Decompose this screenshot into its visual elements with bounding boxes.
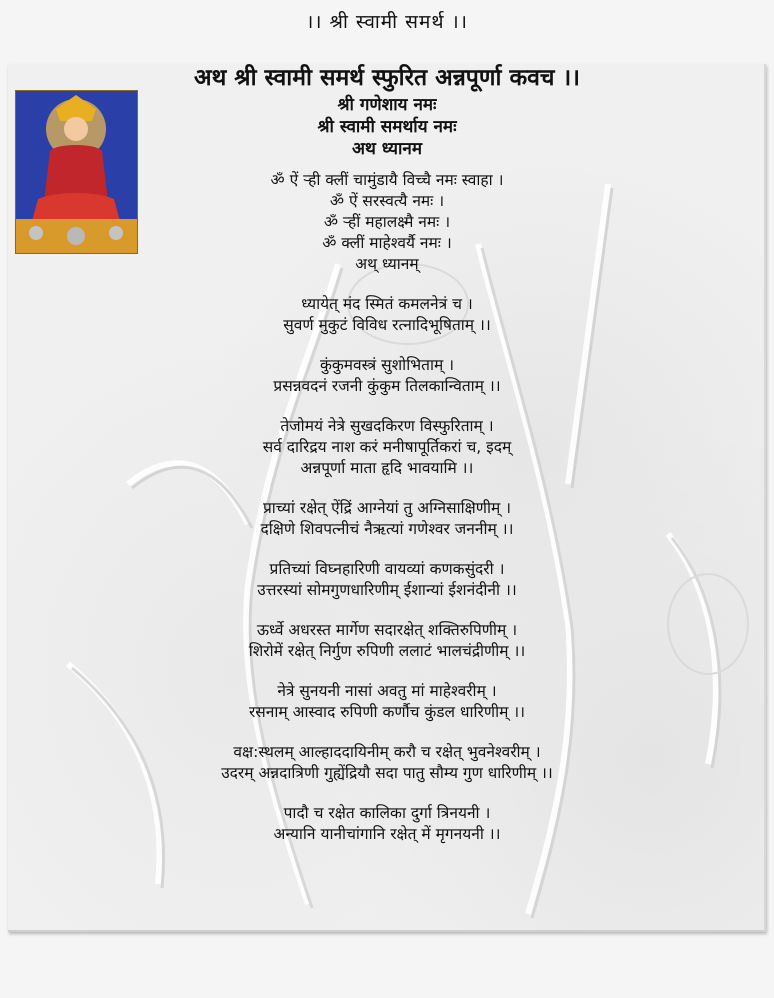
stanza-2 (0, 294, 774, 336)
verse-line: सर्व दारिद्रय नाश करं मनीषापूर्तिकरां च, इदम् (262, 438, 512, 456)
invocation-swami: श्री स्वामी समर्थाय नमः (317, 117, 457, 137)
verse-line: अथ् ध्यानम् (355, 255, 419, 273)
verse-line: उदरम् अन्नदात्रिणी गुह्येंद्रियौ सदा पातु सौम्य गुण धारिणीम् ।। (221, 764, 553, 782)
stanza-3 (0, 355, 774, 397)
verse-line: रसनाम् आस्वाद रुपिणी कर्णौच कुंडल धारिणीम् ।। (248, 703, 526, 721)
verse-line: उत्तरस्यां सोमगुणधारिणीम् ईशान्यां ईशनंदीनी ।। (257, 581, 517, 599)
stanza-1 (0, 170, 774, 275)
stanza-10 (0, 803, 774, 845)
stanza-5 (0, 498, 774, 540)
verse-line: पादौ च रक्षेत कालिका दुर्गा त्रिनयनी । (283, 804, 491, 822)
verse-line: ध्यायेत् मंद स्मितं कमलनेत्रं च । (301, 295, 473, 313)
page-top-title: ।। श्री स्वामी समर्थ ।। (306, 11, 468, 33)
verse-line: ॐ ऐं सरस्वत्यै नमः । (329, 192, 445, 210)
dhyanam-heading: अथ ध्यानम (351, 139, 423, 159)
verse-line: नेत्रे सुनयनी नासां अवतु मां माहेश्वरीम् । (277, 682, 497, 700)
verse-line: प्रसन्नवदनं रजनी कुंकुम तिलकान्विताम् ।। (273, 377, 501, 395)
invocation-ganesha: श्री गणेशाय नमः (337, 95, 437, 115)
verse-line: ॐ ऱ्हीं महालक्ष्मै नमः । (323, 213, 451, 231)
verse-line: ऊर्ध्वे अधरस्त मार्गेण सदारक्षेत् शक्तिरुपिणीम् । (256, 621, 518, 639)
stanza-7 (0, 620, 774, 662)
verse-line: तेजोमयं नेत्रे सुखदकिरण विस्फुरिताम् । (280, 417, 494, 435)
verse-line: अन्यानि यानीचांगानि रक्षेत् में मृगनयनी ।। (273, 825, 501, 843)
verse-line: ॐ क्लीं माहेश्वर्यै नमः । (322, 234, 452, 252)
stanza-9 (0, 742, 774, 784)
kavach-title: अथ श्री स्वामी समर्थ स्फुरित अन्नपूर्णा कवच ।। (194, 65, 580, 91)
verse-line: दक्षिणे शिवपत्नीचं नैऋत्यां गणेश्वर जननीम् ।। (260, 520, 514, 538)
stanza-8 (0, 681, 774, 723)
verse-line: वक्ष:स्थलम् आल्हाददायिनीम् करौ च रक्षेत् भुवनेश्वरीम् । (233, 743, 541, 761)
verse-line: सुवर्ण मुकुटं विविध रत्नादिभूषिताम् ।। (283, 316, 491, 334)
verse-line: प्रतिच्यां विघ्नहारिणी वायव्यां कणकसुंदरी । (269, 560, 505, 578)
verse-line: शिरोमें रक्षेत् निर्गुण रुपिणी ललाटं भालचंद्रीणीम् ।। (248, 642, 526, 660)
verse-line: प्राच्यां रक्षेत् ऐंद्रिं आग्नेयां तु अग्निसाक्षिणीम् । (262, 499, 512, 517)
verse-line: कुंकुमवस्त्रं सुशोभिताम् । (319, 356, 455, 374)
stanza-4 (0, 416, 774, 479)
verses-block (0, 170, 774, 864)
stanza-6 (0, 559, 774, 601)
verse-line: अन्नपूर्णा माता हृदि भावयामि ।। (300, 459, 474, 477)
verse-line: ॐ ऐं ऱ्ही क्लीं चामुंडायै विच्चै नमः स्वाहा । (270, 171, 504, 189)
